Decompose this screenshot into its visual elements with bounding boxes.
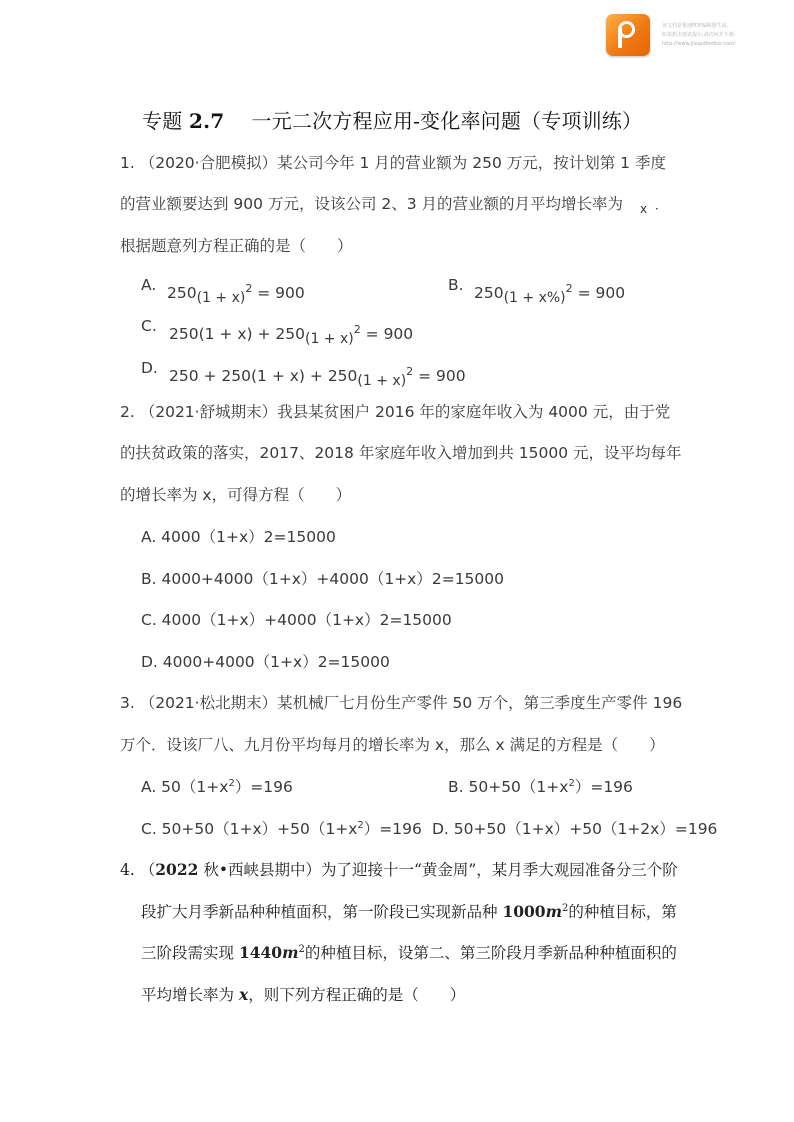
- q3-option-c[interactable]: C. $50+50(1+x)+50(1+x^2)=196$: [141, 819, 422, 838]
- q1-option-a-label[interactable]: A.: [141, 276, 157, 294]
- q2-line-2: 的扶贫政策的落实，2017、2018 年家庭年收入增加到共 15000 元，设平均每年: [120, 444, 682, 462]
- title-prefix: 专题: [142, 109, 183, 133]
- q1-option-d-formula[interactable]: $250 + 250(1 + x) + 250(1 + x)^2 = 900$: [169, 365, 466, 389]
- title-text: 一元二次方程应用-变化率问题（专项训练）: [251, 109, 643, 133]
- q1-option-b-label[interactable]: B.: [448, 276, 464, 294]
- q2-line-3: 的增长率为 x，可得方程（ ）: [120, 486, 352, 504]
- q1-option-b-formula[interactable]: $250(1 + x\%)^2 = 900$: [474, 282, 626, 306]
- q2-option-a[interactable]: A. 4000（1+x）2=15000: [141, 528, 336, 546]
- q4-line-3: 三阶段需实现 $1440m^2$的种植目标，设第二、第三阶段月季新品种种植面积的: [141, 943, 677, 962]
- q1-option-d-label[interactable]: D.: [141, 359, 158, 377]
- q4-line-1: 4. （2022 秋•西峡县期中）为了迎接十一“黄金周”，某月季大观园准备分三个阶: [120, 860, 678, 879]
- title-number: 2.7: [188, 109, 225, 133]
- q2-option-b[interactable]: B. 4000+4000（1+x）+4000（1+x）2=15000: [141, 570, 505, 588]
- q3-line-1: 3. （2021·松北期末）某机械厂七月份生产零件 50 万个，第三季度生产零件 196: [120, 694, 683, 712]
- q4-line-2: 段扩大月季新品种种植面积，第一阶段已实现新品种 $1000m^2$的种植目标，第: [141, 902, 677, 921]
- q2-option-d[interactable]: D. 4000+4000（1+x）2=15000: [141, 653, 390, 671]
- page-title: [142, 105, 642, 134]
- watermark-link[interactable]: http://www.jisupdfeditor.com/: [662, 41, 736, 47]
- q1-line-3: 根据题意列方程正确的是（ ）: [120, 237, 353, 255]
- q2-line-1: 2. （2021·舒城期末）我县某贫困户 2016 年的家庭年收入为 4000 元，由于党: [120, 403, 671, 421]
- q3-option-a[interactable]: A. $50(1+x^2)=196$: [141, 777, 293, 796]
- watermark-line-2: 如果想去掉该提示,请访问并下载:: [662, 32, 736, 38]
- q2-option-c[interactable]: C. 4000（1+x）+4000（1+x）2=15000: [141, 611, 452, 629]
- q3-option-d[interactable]: D. 50+50（1+x）+50（1+2x）=196: [432, 820, 718, 838]
- q1-period: ．: [655, 198, 668, 212]
- q1-line-1: 1. （2020·合肥模拟）某公司今年 1 月的营业额为 250 万元，按计划第 1 季度: [120, 154, 666, 172]
- q4-line-4: 平均增长率为 x，则下列方程正确的是（ ）: [141, 985, 466, 1004]
- q3-option-b[interactable]: B. $50+50(1+x^2)=196$: [448, 777, 633, 796]
- q1-option-c-formula[interactable]: $250(1 + x) + 250(1 + x)^2 = 900$: [169, 323, 414, 347]
- watermark-line-1: 该文档是极速PDF编辑器生成,: [662, 23, 729, 29]
- q1-variable: x: [640, 202, 648, 216]
- q1-option-c-label[interactable]: C.: [141, 317, 157, 335]
- pdf-editor-logo-icon: [606, 14, 650, 56]
- q1-option-a-formula[interactable]: $250(1 + x)^2 = 900$: [167, 282, 305, 306]
- q1-line-2: 的营业额要达到 900 万元，设该公司 2、3 月的营业额的月平均增长率为: [120, 195, 624, 213]
- q3-line-2: 万个．设该厂八、九月份平均每月的增长率为 x，那么 x 满足的方程是（ ）: [120, 736, 665, 754]
